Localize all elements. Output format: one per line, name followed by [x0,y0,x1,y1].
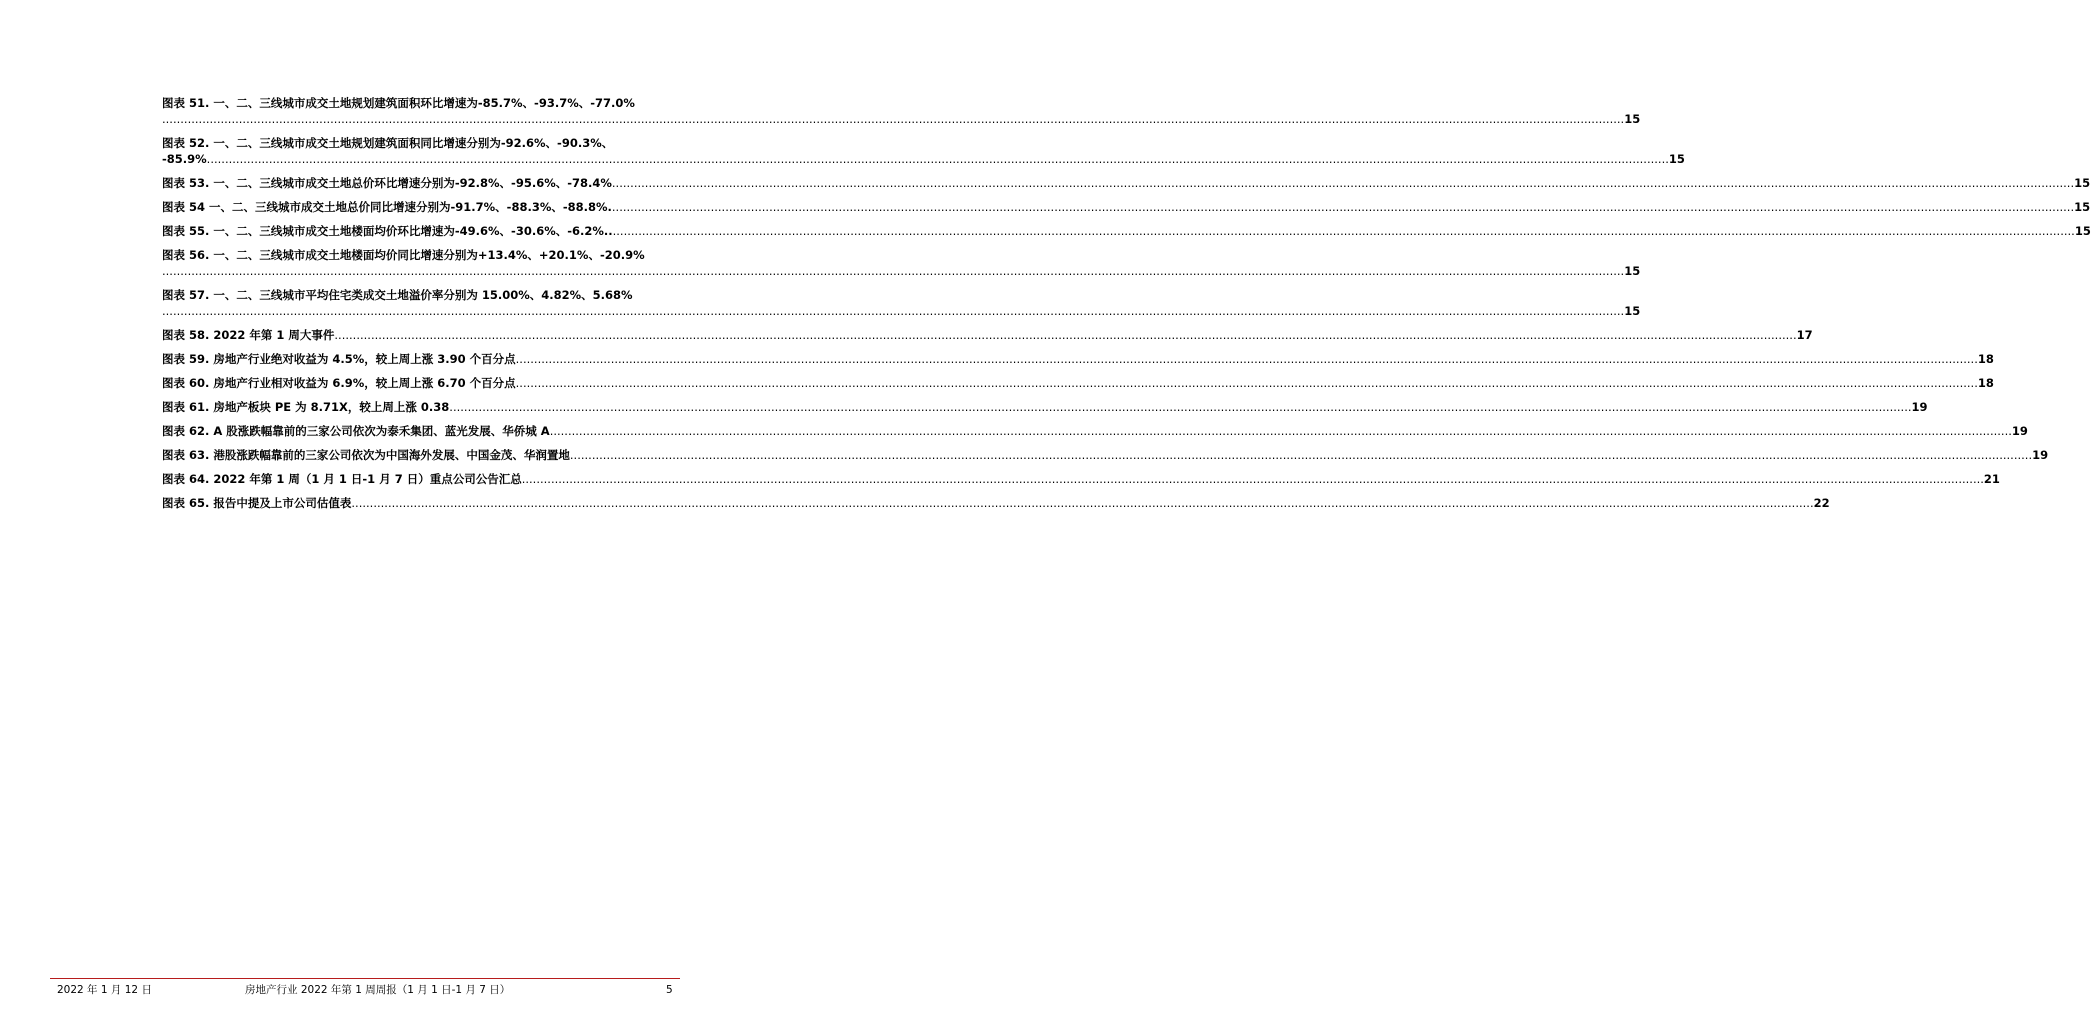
toc-entry-title: 图表 64. 2022 年第 1 周（1 月 1 日-1 月 7 日）重点公司公告汇总 [162,472,522,486]
toc-entry-title: 图表 55. 一、二、三线城市成交土地楼面均价环比增速为-49.6%、-30.6%、-6.2%.. [162,224,613,238]
toc-entry-page: 19 [1911,400,1928,414]
toc-entry[interactable] [162,247,1641,279]
footer-page-number: 5 [666,984,673,996]
dot-leader: ................................................................................................................................................................................................................................................................................................................................................................................................................ [162,304,1625,318]
toc-entry-title: 图表 52. 一、二、三线城市成交土地规划建筑面积同比增速分别为-92.6%、-90.3%、 [162,136,614,150]
toc-entry-page: 21 [1983,472,2000,486]
toc-entry[interactable] [162,495,1830,511]
dot-leader: ................................................................................................................................................................................................................................................................................................................................................................................................................ [611,200,2075,214]
toc-entry[interactable] [162,351,1994,367]
toc-entry-title: 图表 61. 房地产板块 PE 为 8.71X，较上周上涨 0.38 [162,400,450,414]
toc-entry-page: 15 [1668,152,1685,166]
toc-entry-title: 图表 51. 一、二、三线城市成交土地规划建筑面积环比增速为-85.7%、-93.7%、-77.0% [162,96,635,110]
dot-leader: ................................................................................................................................................................................................................................................................................................................................................................................................................ [351,496,1814,510]
toc-entry[interactable] [162,399,1928,415]
dot-leader: ................................................................................................................................................................................................................................................................................................................................................................................................................ [521,472,1984,486]
toc-entry-title: 图表 57. 一、二、三线城市平均住宅类成交土地溢价率分别为 15.00%、4.82%、5.68% [162,288,633,302]
toc-entry[interactable] [162,447,2049,463]
toc-entry[interactable] [162,375,1994,391]
dot-leader: ................................................................................................................................................................................................................................................................................................................................................................................................................ [515,376,1978,390]
toc-entry-page: 15 [1624,304,1641,318]
toc-entry[interactable] [162,471,2000,487]
toc-entry-title: 图表 59. 房地产行业绝对收益为 4.5%，较上周上涨 3.90 个百分点 [162,352,516,366]
dot-leader: ................................................................................................................................................................................................................................................................................................................................................................................................................ [569,448,2033,462]
toc-entry-page: 17 [1796,328,1813,342]
dot-leader: ................................................................................................................................................................................................................................................................................................................................................................................................................ [449,400,1912,414]
toc-entry[interactable] [162,95,1641,127]
toc-entry-title-continued: -85.9% [162,152,207,166]
dot-leader: ................................................................................................................................................................................................................................................................................................................................................................................................................ [206,152,1669,166]
toc-entry-page: 15 [1624,264,1641,278]
toc-entry-page: 22 [1813,496,1830,510]
footer-date: 2022 年 1 月 12 日 [57,984,152,996]
toc-entry-page: 15 [2074,200,2091,214]
toc-entry[interactable] [162,287,1641,319]
toc-entry-title: 图表 54 一、二、三线城市成交土地总价同比增速分别为-91.7%、-88.3%、-88.8%. [162,200,612,214]
toc-entry-page: 15 [2074,224,2091,238]
toc-entry-title: 图表 60. 房地产行业相对收益为 6.9%，较上周上涨 6.70 个百分点 [162,376,516,390]
toc-entry-title: 图表 63. 港股涨跌幅靠前的三家公司依次为中国海外发展、中国金茂、华润置地 [162,448,570,462]
dot-leader: ................................................................................................................................................................................................................................................................................................................................................................................................................ [162,112,1625,126]
toc-entry[interactable] [162,135,1685,167]
toc-entry-title: 图表 65. 报告中提及上市公司估值表 [162,496,352,510]
toc-entry-title: 图表 58. 2022 年第 1 周大事件 [162,328,335,342]
toc-entry-title: 图表 62. A 股涨跌幅靠前的三家公司依次为泰禾集团、蓝光发展、华侨城 A [162,424,550,438]
toc-entry-title: 图表 53. 一、二、三线城市成交土地总价环比增速分别为-92.8%、-95.6%、-78.4% [162,176,612,190]
table-of-figures [162,95,2091,519]
dot-leader: ................................................................................................................................................................................................................................................................................................................................................................................................................ [612,224,2075,238]
dot-leader: ................................................................................................................................................................................................................................................................................................................................................................................................................ [334,328,1797,342]
dot-leader: ................................................................................................................................................................................................................................................................................................................................................................................................................ [515,352,1978,366]
toc-entry[interactable] [162,423,2028,439]
dot-leader: ................................................................................................................................................................................................................................................................................................................................................................................................................ [162,264,1625,278]
toc-entry-page: 19 [2032,448,2049,462]
toc-entry[interactable] [162,175,2091,191]
dot-leader: ................................................................................................................................................................................................................................................................................................................................................................................................................ [549,424,2012,438]
footer-divider [50,978,680,979]
dot-leader: ................................................................................................................................................................................................................................................................................................................................................................................................................ [611,176,2075,190]
toc-entry[interactable] [162,199,2091,215]
toc-entry[interactable] [162,327,1813,343]
toc-entry-page: 15 [2074,176,2091,190]
toc-entry-page: 18 [1977,376,1994,390]
toc-entry[interactable] [162,223,2091,239]
toc-entry-page: 19 [2011,424,2028,438]
toc-entry-title: 图表 56. 一、二、三线城市成交土地楼面均价同比增速分别为+13.4%、+20.1%、-20.9% [162,248,645,262]
toc-entry-page: 15 [1624,112,1641,126]
toc-entry-page: 18 [1977,352,1994,366]
footer-report-title: 房地产行业 2022 年第 1 周周报（1 月 1 日-1 月 7 日） [245,984,511,996]
